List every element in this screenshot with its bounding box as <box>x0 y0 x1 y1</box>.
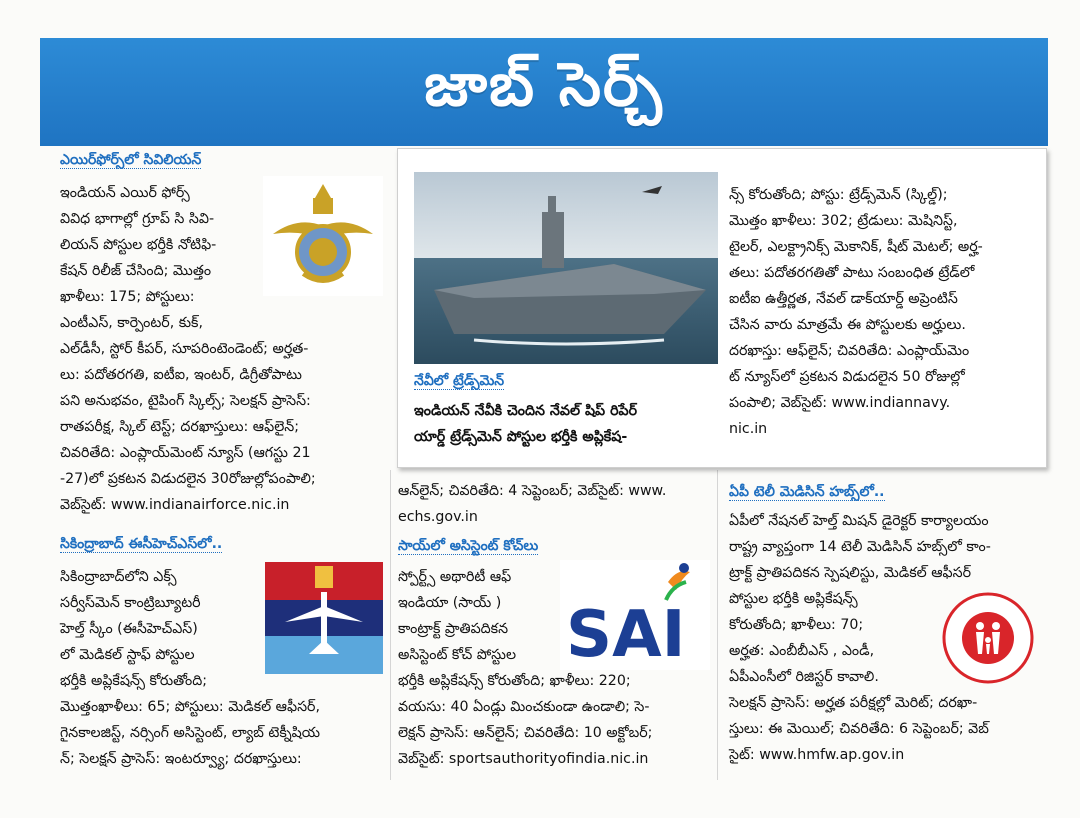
page-banner <box>40 38 1048 146</box>
navy-lead: ఇండియన్ నేవీకి చెందిన నేవల్ షిప్ రిపేర్ యార్డ్ ట్రేడ్స్‌మెన్ పోస్టుల భర్తీకి అప్లికేష- <box>414 403 637 445</box>
ap-heading: ఏపీ టెలీ మెడిసిన్ హబ్స్‌లో.. <box>729 484 885 500</box>
ap-text-top: ఏపీలో నేషనల్ హెల్త్ మిషన్ డైరెక్టర్ కార్యాలయం రాష్ట్ర వ్యాప్తంగా 14 టెలీ మెడిసిన్ హబ్స్‌లో కాం- ట్రాక్ట్ ప్రాతిపదికన స్పెషలిస్టు, మెడికల్ ఆఫీసర్ <box>729 513 991 581</box>
echs-text-body: మొత్తంఖాళీలు: 65; పోస్టులు: మెడికల్ ఆఫీసర్, గైనకాలజిస్ట్, నర్సింగ్ అసిస్టెంట్, ల్యాబ్ టెక్నీషియ న్; సెలక్షన్ ప్రాసెస్: ఇంటర్వ్యూ; దరఖాస్తులు: <box>60 699 320 767</box>
column-divider <box>390 470 391 780</box>
sai-logo-text: SAI <box>566 598 686 670</box>
sai-text-body: భర్తీకి అప్లికేషన్స్ కోరుతోంది; ఖాళీలు: 220; వయసు: 40 ఏండ్లు మించకుండా ఉండాలి; సె- లెక్షన్ ప్రాసెస్: ఆన్‌లైన్; చివరితేది: 10 అక్టోబర్; వెబ్‌సైట్: sportsauthorityofindia.nic.in <box>398 673 653 767</box>
nhm-logo <box>935 588 1041 688</box>
sai-text-top: స్పోర్ట్స్ అథారిటీ ఆఫ్ ఇండియా (సాయ్ ) కాంట్రాక్ట్ ప్రాతిపదికన అసిస్టెంట్ కోచ్ పోస్టుల <box>398 569 517 663</box>
airforce-heading: ఎయిర్‌ఫోర్స్‌లో సివిలియన్ <box>60 152 202 168</box>
ap-text-mid: పోస్టుల భర్తీకి అప్లికేషన్స్ కోరుతోంది; ఖాళీలు: 70; అర్హత: ఎంబీబీఎస్ , ఎండీ, ఏపీఎంసీలో రిజిస్టర్ కావాలి. <box>729 591 879 685</box>
echs-emblem <box>265 562 383 674</box>
aircraft-carrier-photo <box>414 172 718 364</box>
page-title: జాబ్ సెర్చ్ <box>424 50 664 120</box>
sai-logo <box>560 560 710 670</box>
airforce-text-body: ఎంటీఎస్, కార్పెంటర్, కుక్, ఎల్‌డీసీ, స్టోర్ కీపర్, సూపరింటెండెంట్; అర్హత- లు: పదోతరగతి, ఐటీఐ, ఇంటర్, డిగ్రీతోపాటు పని అనుభవం, టైపింగ్ స్కిల్స్; సెలక్షన్ ప్రాసెస్: రాతపరీక్ష, స్కిల్ టెస్ట్; దరఖాస్తులు: ఆఫ్‌లైన్; చివరితేది: ఎంప్లాయ్‌మెంట్ న్యూస్ (ఆగస్టు 21 -27)లో ప్రకటన విడుదలైన 30రోజుల్లోపంపాలి; వెబ్‌సైట్: www.indianairforce.nic.in <box>60 315 316 513</box>
airforce-text-top: ఇండియన్ ఎయిర్ ఫోర్స్ వివిధ భాగాల్లో గ్రూప్ సి సివి- లియన్ పోస్టుల భర్తీకి నోటిఫి- కేషన్ రిలీజ్ చేసింది; మొత్తం ఖాళీలు: 175; పోస్టులు: <box>60 185 217 305</box>
navy-heading: నేవీలో ట్రేడ్స్‌మెన్ <box>414 373 505 389</box>
ap-text-body: సెలక్షన్ ప్రాసెస్: అర్హత పరీక్షల్లో మెరిట్; దరఖా- స్తులు: ఈ మెయిల్; చివరితేది: 6 సెప్టెంబర్; వెబ్ సైట్: www.hmfw.ap.gov.in <box>729 695 989 763</box>
navy-text: న్స్ కోరుతోంది; పోస్టు: ట్రేడ్స్‌మెన్ (స్కిల్డ్); మొత్తం ఖాళీలు: 302; ట్రేడులు: మెషినిస్ట్, టైలర్, ఎలక్ట్రానిక్స్ మెకానిక్, షీట్ మెటల్; అర్హ- తలు: పదోతరగతితో పాటు సంబంధిత ట్రేడ్‌లో ఐటీఐ ఉత్తీర్ణత, నేవల్ డాక్‌యార్డ్ అప్రెంటిస్ చేసిన వారు మాత్రమే ఈ పోస్టులకు అర్హులు. దరఖాస్తు: ఆఫ్‌లైన్; చివరితేది: ఎంప్లాయ్‌మెం ట్ న్యూస్‌లో ప్రకటన విడుదలైన 50 రోజుల్లో పంపాలి; వెబ్‌సైట్: www.indiannavy. nic.in <box>729 187 983 437</box>
echs-text-continued: ఆన్‌లైన్; చివరితేది: 4 సెప్టెంబర్; వెబ్‌సైట్: www. echs.gov.in <box>398 483 667 525</box>
echs-heading: సికింద్రాబాద్ ఈసీహెచ్ఎస్‌లో.. <box>60 536 223 552</box>
sai-heading: సాయ్‌లో అసిస్టెంట్ కోచ్‌లు <box>398 538 539 554</box>
airforce-emblem <box>263 176 383 296</box>
echs-text-top: సికింద్రాబాద్‌లోని ఎక్స్ సర్వీస్‌మెన్ కాంట్రిబ్యూటరీ హెల్త్ స్కీం (ఈసీహెచ్ఎస్) లో మెడికల్ స్టాఫ్ పోస్టుల భర్తీకి అప్లికేషన్స్ కోరుతోంది; <box>60 569 208 689</box>
column-divider <box>717 470 718 780</box>
